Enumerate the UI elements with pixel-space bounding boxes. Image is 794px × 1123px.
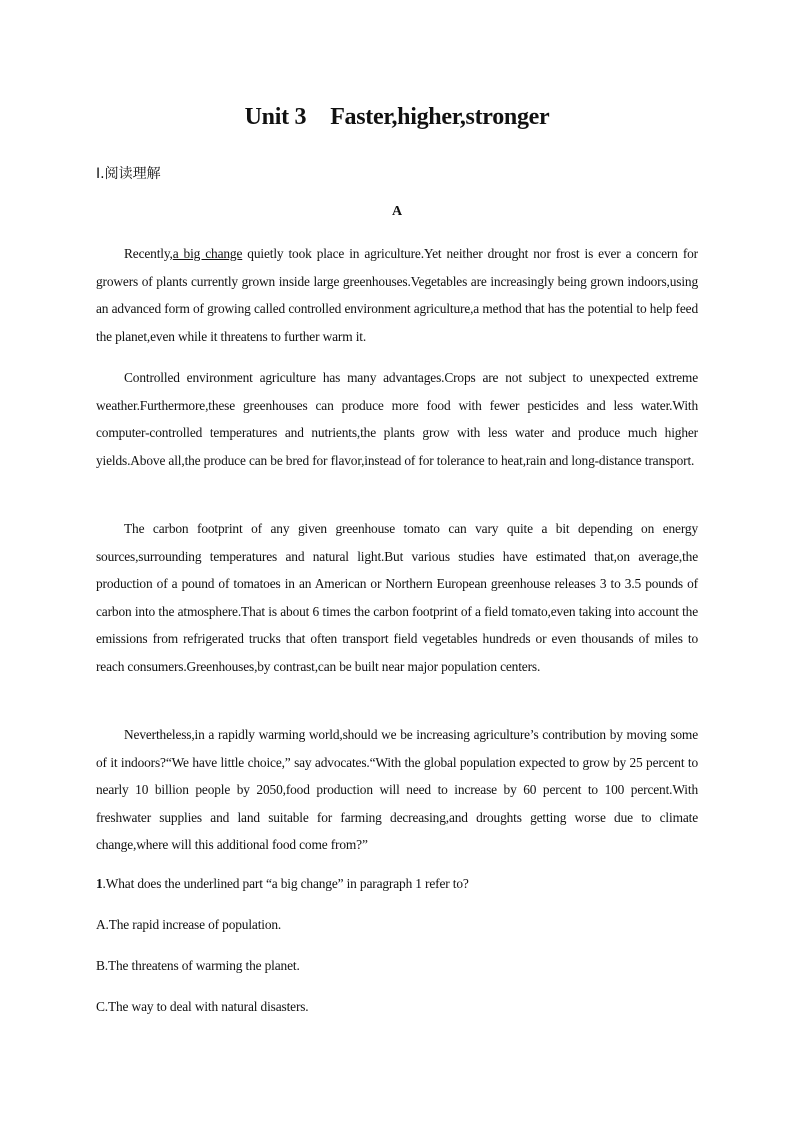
question-text: .What does the underlined part “a big change” in paragraph 1 refer to? — [102, 876, 469, 891]
paragraph-1-rest: quietly took place in agriculture.Yet neither drought nor frost is ever a concern for growers of plants currently grown inside large greenhouses.Vegetables are increasingly being grown indoors,using an advanced form of growing called controlled environment agriculture,a method that has the potential to help feed the planet,even while it threatens to further warm it. — [96, 246, 698, 344]
question-1 — [96, 876, 716, 892]
unit-number: Unit 3 — [244, 104, 307, 130]
passage-paragraph-3: The carbon footprint of any given greenhouse tomato can vary quite a bit depending on energy sources,surrounding temperatures and natural light.But various studies have estimated that,on average,the production of a pound of tomatoes in an American or Northern European greenhouse releases 3 to 3.5 pounds of carbon into the atmosphere.That is about 6 times the carbon footprint of a field tomato,even taking into account the emissions from refrigerated trucks that often transport field vegetables hundreds or even thousands of miles to reach consumers.Greenhouses,by contrast,can be built near major population centers. — [96, 521, 698, 674]
passage-paragraph-2: Controlled environment agriculture has many advantages.Crops are not subject to unexpected extreme weather.Furthermore,these greenhouses can produce more food with fewer pesticides and less water.With computer-controlled temperatures and nutrients,the plants grow with less water and produce much higher yields.Above all,the produce can be bred for flavor,instead of for tolerance to heat,rain and long-distance transport. — [96, 370, 698, 468]
paragraph-1-start: Recently, — [124, 246, 173, 261]
passage-paragraph-1 — [96, 240, 698, 350]
option-a: A.The rapid increase of population. — [96, 917, 282, 932]
option-b: B.The threatens of warming the planet. — [96, 958, 300, 973]
passage-label: A — [391, 204, 403, 219]
option-c: C.The way to deal with natural disasters. — [96, 999, 309, 1014]
passage-paragraph-4: Nevertheless,in a rapidly warming world,should we be increasing agriculture’s contribution by moving some of it indoors?“We have little choice,” say advocates.“With the global population expected to grow by 25 percent to nearly 10 billion people by 2050,food production will need to increase by 60 percent to 100 percent.With freshwater supplies and land suitable for farming decreasing,and droughts getting worse due to climate change,where will this additional food come from?” — [96, 727, 698, 852]
question-number: 1 — [96, 876, 103, 891]
unit-name: Faster,higher,stronger — [330, 104, 550, 130]
unit-title — [0, 104, 794, 131]
section-heading: Ⅰ.阅读理解 — [96, 166, 161, 182]
underlined-phrase: a big change — [172, 246, 243, 261]
